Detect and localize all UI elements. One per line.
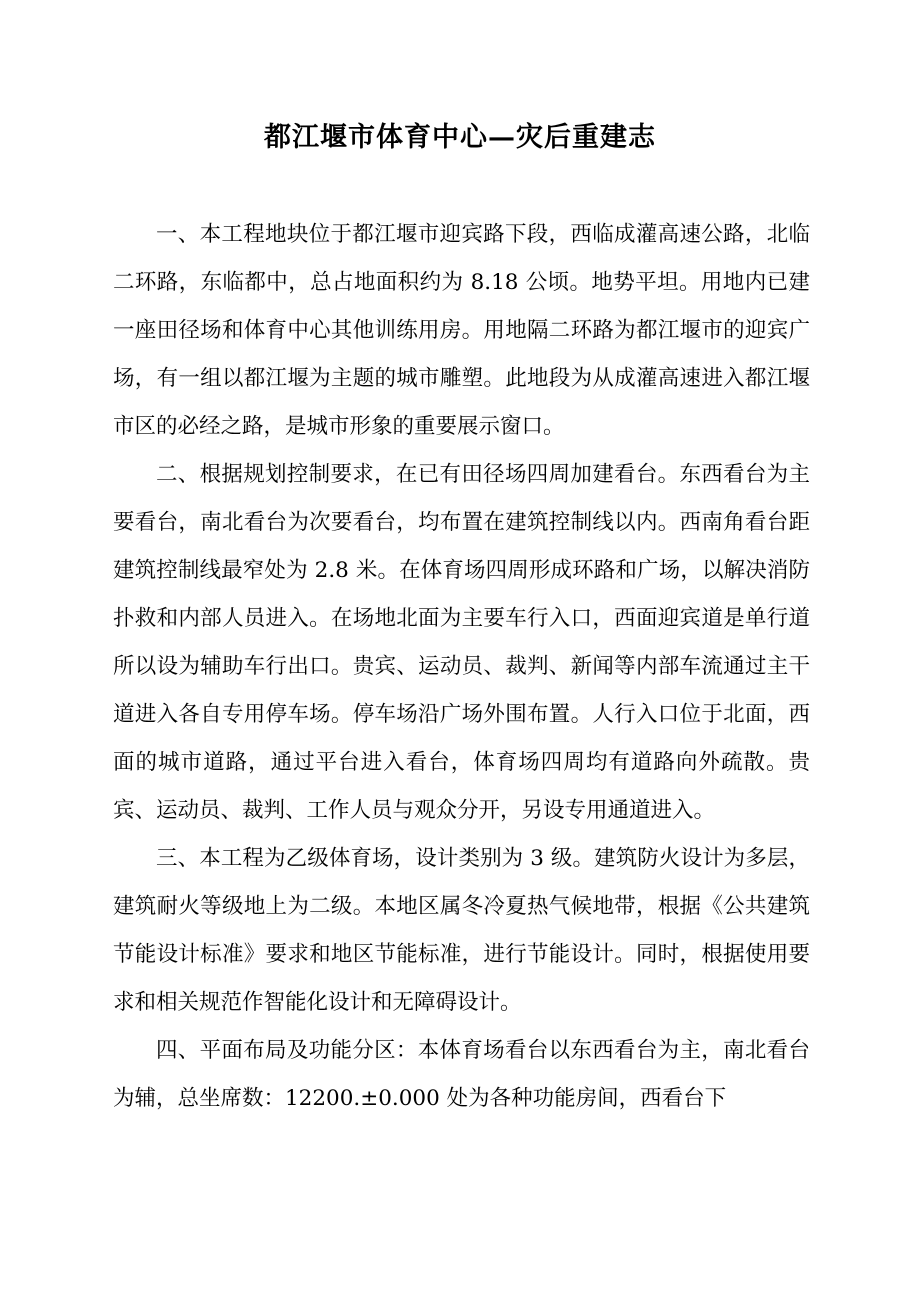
paragraph-4: 四、平面布局及功能分区：本体育场看台以东西看台为主，南北看台为辅，总坐席数：12200.±0.000 处为各种功能房间，西看台下 — [113, 1038, 810, 1111]
page-title: 都江堰市体育中心—灾后重建志 — [264, 122, 656, 153]
paragraph-2: 二、根据规划控制要求，在已有田径场四周加建看台。东西看台为主要看台，南北看台为次要看台，均布置在建筑控制线以内。西南角看台距建筑控制线最窄处为 2.8 米。在体育场四周形成环路和广场，以解决消防扑救和内部人员进入。在场地北面为主要车行入口，西面迎宾道是单行道所以设为辅助车行出口。贵宾、运动员、裁判、新闻等内部车流通过主干道进入各自专用停车场。停车场沿广场外围布置。人行入口位于北面，西面的城市道路，通过平台进入看台，体育场四周均有道路向外疏散。贵宾、运动员、裁判、工作人员与观众分开，另设专用通道进入。 — [113, 462, 810, 823]
document-body — [113, 211, 810, 1123]
paragraph-3: 三、本工程为乙级体育场，设计类别为 3 级。建筑防火设计为多层，建筑耐火等级地上为二级。本地区属冬冷夏热气候地带，根据《公共建筑节能设计标准》要求和地区节能标准，进行节能设计。同时，根据使用要求和相关规范作智能化设计和无障碍设计。 — [113, 846, 810, 1015]
paragraph-1: 一、本工程地块位于都江堰市迎宾路下段，西临成灌高速公路，北临二环路，东临都中，总占地面积约为 8.18 公顷。地势平坦。用地内已建一座田径场和体育中心其他训练用房。用地隔二环路为都江堰市的迎宾广场，有一组以都江堰为主题的城市雕塑。此地段为从成灌高速进入都江堰市区的必经之路，是城市形象的重要展示窗口。 — [113, 222, 810, 439]
